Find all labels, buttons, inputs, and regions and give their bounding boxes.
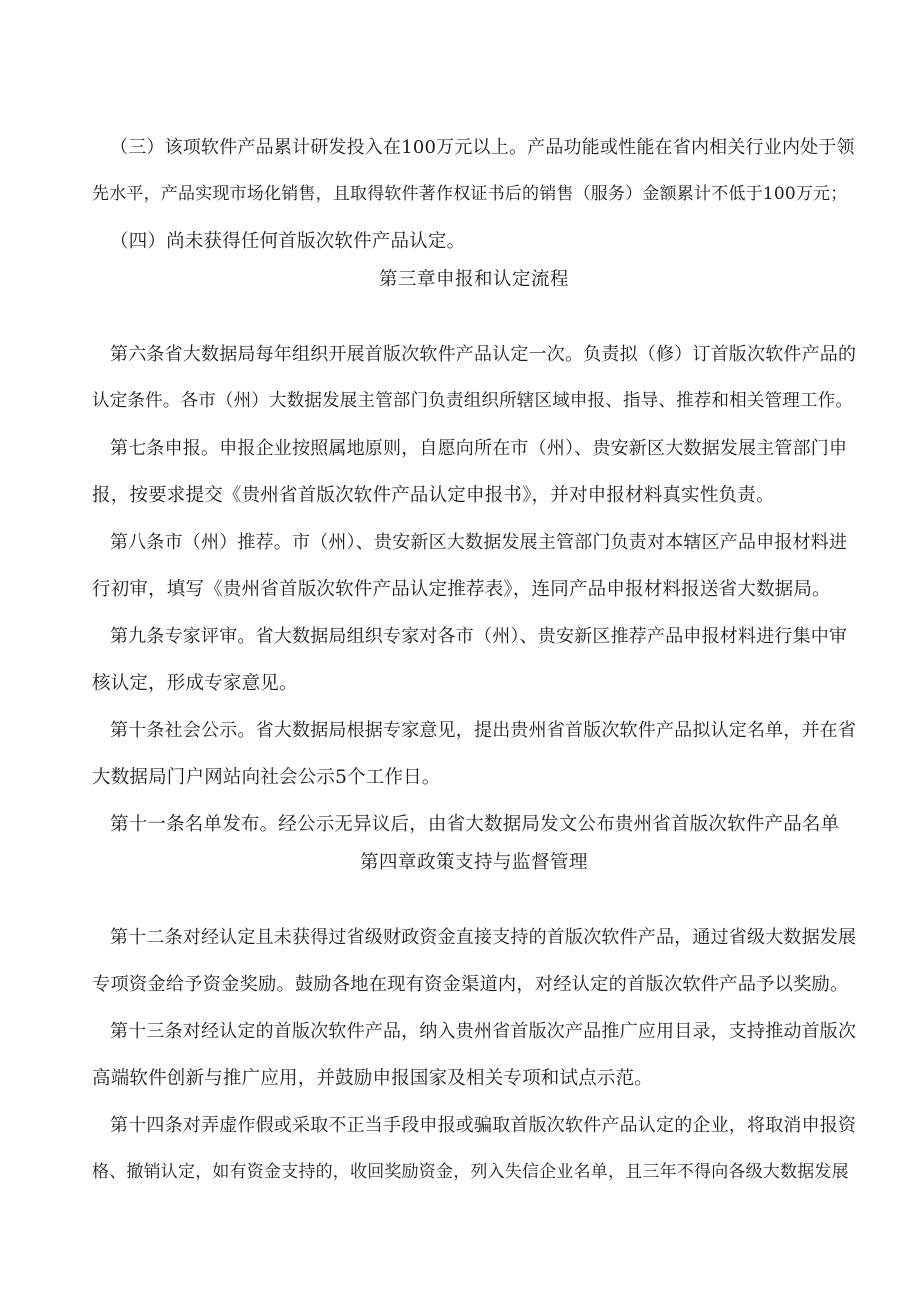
paragraph-article-10 (92, 707, 856, 801)
text-line: 第十条社会公示。省大数据局根据专家意见，提出贵州省首版次软件产品拟认定名单，并在省 (110, 720, 856, 741)
text-line: 第六条省大数据局每年组织开展首版次软件产品认定一次。负责拟（修）订首版次软件产品的 (110, 344, 856, 365)
spacer (92, 878, 856, 914)
paragraph-article-14 (92, 1102, 856, 1196)
text-line: 第十四条对弄虚作假或采取不正当手段申报或骗取首版次软件产品认定的企业，将取消申报资 (110, 1115, 856, 1136)
text-line: 行初审，填写《贵州省首版次软件产品认定推荐表》，连同产品申报材料报送省大数据局。 (92, 579, 831, 600)
paragraph-article-13 (92, 1008, 856, 1102)
chapter-heading-3: 第三章申报和认定流程 (378, 269, 569, 290)
paragraph-article-6 (92, 331, 856, 425)
text-line: 认定条件。各市（州）大数据发展主管部门负责组织所辖区域申报、指导、推荐和相关管理工作。 (92, 391, 854, 411)
paragraph-article-12 (92, 914, 856, 1008)
text-line: 第十二条对经认定且未获得过省级财政资金直接支持的首版次软件产品，通过省级大数据发展 (110, 927, 856, 948)
text-line: 第八条市（州）推荐。市（州）、贵安新区大数据发展主管部门负责对本辖区产品申报材料进 (110, 532, 848, 553)
text-line: 第九条专家评审。省大数据局组织专家对各市（州）、贵安新区推荐产品申报材料进行集中审 (110, 626, 848, 647)
paragraph-article-9 (92, 613, 856, 707)
text-line: 第七条申报。申报企业按照属地原则，自愿向所在市（州）、贵安新区大数据发展主管部门申 (110, 438, 848, 459)
text-line: 核认定，形成专家意见。 (92, 673, 298, 694)
text-line: 大数据局门户网站向社会公示5个工作日。 (92, 767, 441, 788)
text-line: 报，按要求提交《贵州省首版次软件产品认定申报书》，并对申报材料真实性负责。 (92, 485, 775, 506)
paragraph-article-8 (92, 519, 856, 613)
paragraph-article-7 (92, 425, 856, 519)
document-body (92, 124, 856, 1196)
chapter-heading-4: 第四章政策支持与监督管理 (359, 852, 588, 873)
paragraph-article-11 (92, 801, 856, 848)
text-line: 格、撤销认定，如有资金支持的，收回奖励资金，列入失信企业名单，且三年不得向各级大数据发展 (92, 1162, 849, 1182)
text-line: 高端软件创新与推广应用，并鼓励申报国家及相关专项和试点示范。 (92, 1068, 654, 1089)
text-line: 先水平，产品实现市场化销售，且取得软件著作权证书后的销售（服务）金额累计不低于100万元； (92, 184, 848, 204)
spacer (92, 295, 856, 331)
text-line: 专项资金给予资金奖励。鼓励各地在现有资金渠道内，对经认定的首版次软件产品予以奖励。 (92, 974, 849, 995)
text-line: （四）尚未获得任何首版次软件产品认定。 (110, 231, 466, 252)
paragraph-item-4 (92, 218, 856, 265)
text-line: （三）该项软件产品累计研发投入在100万元以上。产品功能或性能在省内相关行业内处于领 (110, 137, 855, 158)
text-line: 第十三条对经认定的首版次软件产品，纳入贵州省首版次产品推广应用目录，支持推动首版次 (110, 1021, 856, 1042)
text-line: 第十一条名单发布。经公示无异议后，由省大数据局发文公布贵州省首版次软件产品名单 (110, 814, 840, 835)
paragraph-item-3 (92, 124, 856, 218)
